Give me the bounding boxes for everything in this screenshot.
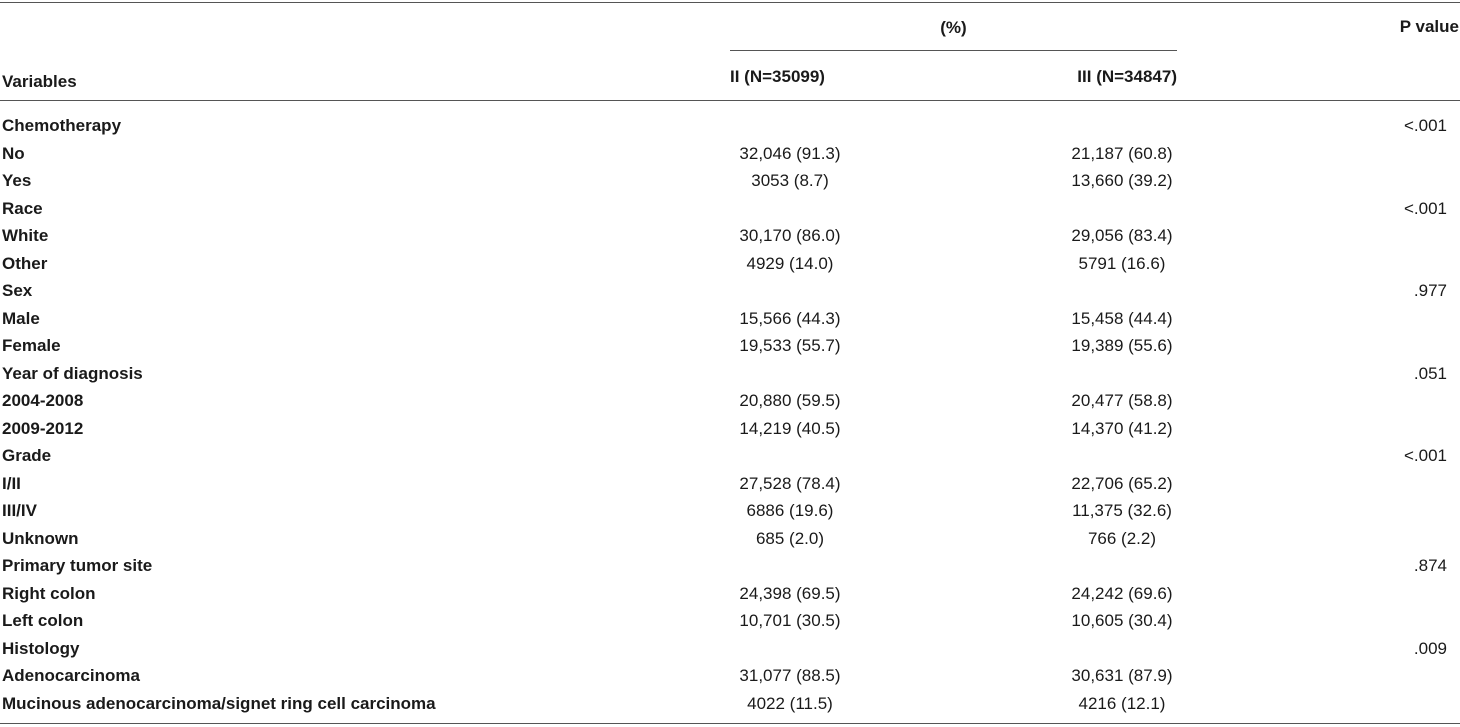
stage-iii-cell: 22,706 (65.2) (1071, 473, 1173, 493)
stage-iii-cell: 19,389 (55.6) (1071, 336, 1173, 355)
stage-ii-cell: 4022 (11.5) (747, 693, 833, 713)
table-row (0, 552, 1460, 580)
stage-ii-cell: 20,880 (59.5) (739, 391, 841, 410)
table-row (0, 222, 1460, 250)
pvalue-cell: .051 (1413, 363, 1447, 383)
pvalue-cell: <.001 (1403, 198, 1447, 218)
table-row (0, 360, 1460, 388)
variable-cell: Other (2, 253, 48, 273)
variable-cell: Yes (2, 171, 32, 190)
stage-ii-cell: 19,533 (55.7) (739, 336, 841, 355)
table-row (0, 497, 1460, 525)
variable-cell: I/II (2, 473, 21, 493)
variable-cell: Year of diagnosis (2, 363, 143, 383)
stage-iii-cell: 15,458 (44.4) (1071, 308, 1173, 328)
variables-header: Variables (2, 72, 77, 91)
stage-iii-cell: 5791 (16.6) (1078, 253, 1166, 273)
variable-cell: White (2, 226, 49, 245)
table-row (0, 442, 1460, 470)
stage-iii-cell: 14,370 (41.2) (1071, 418, 1173, 438)
variable-cell: Race (2, 198, 43, 218)
variable-cell: Male (2, 308, 40, 328)
table-row (0, 525, 1460, 553)
table-row (0, 167, 1460, 195)
table-row (0, 415, 1460, 443)
table-row (0, 662, 1460, 690)
variable-cell: Right colon (2, 583, 96, 603)
stage-ii-header: II (N=35099) (730, 67, 825, 86)
pvalue-cell: .874 (1413, 556, 1447, 575)
pvalue-header: P value (1399, 17, 1459, 36)
table-row (0, 387, 1460, 415)
stage-ii-cell: 15,566 (44.3) (739, 308, 841, 328)
table-row (0, 250, 1460, 278)
variable-cell: Primary tumor site (2, 556, 153, 575)
pvalue-cell: .977 (1413, 281, 1447, 300)
table-bottom-rule (0, 723, 1460, 724)
variable-cell: Left colon (2, 611, 84, 630)
stage-iii-header: III (N=34847) (1077, 67, 1177, 86)
table-row (0, 277, 1460, 305)
pvalue-cell: .009 (1413, 638, 1447, 658)
stage-iii-cell: 24,242 (69.6) (1071, 583, 1173, 603)
table-row (0, 112, 1460, 140)
table-row (0, 305, 1460, 333)
stage-iii-cell: 13,660 (39.2) (1071, 171, 1173, 190)
table-top-rule (0, 2, 1460, 3)
table-row (0, 580, 1460, 608)
table-row (0, 332, 1460, 360)
variable-cell: Grade (2, 446, 52, 465)
table-row (0, 635, 1460, 663)
variable-cell: Female (2, 336, 61, 355)
group-header-rule (730, 50, 1177, 51)
stage-iii-cell: 10,605 (30.4) (1071, 611, 1173, 630)
stage-ii-cell: 14,219 (40.5) (739, 418, 841, 438)
table-row (0, 195, 1460, 223)
stage-iii-cell: 20,477 (58.8) (1071, 391, 1173, 410)
stage-iii-cell: 21,187 (60.8) (1071, 143, 1173, 163)
variable-cell: No (2, 143, 25, 163)
stage-iii-cell: 4216 (12.1) (1078, 693, 1166, 713)
variable-cell: Chemotherapy (2, 116, 122, 135)
stage-ii-cell: 30,170 (86.0) (739, 226, 841, 245)
variable-cell: Mucinous adenocarcinoma/signet ring cell carcinoma (2, 693, 436, 713)
stage-iii-cell: 11,375 (32.6) (1072, 501, 1172, 520)
stage-ii-cell: 24,398 (69.5) (739, 583, 841, 603)
stage-ii-cell: 685 (2.0) (755, 528, 825, 548)
pvalue-cell: <.001 (1403, 446, 1447, 465)
table-row (0, 690, 1460, 718)
stage-ii-cell: 3053 (8.7) (751, 171, 829, 190)
stage-ii-cell: 32,046 (91.3) (739, 143, 841, 163)
stage-ii-cell: 6886 (19.6) (746, 501, 834, 520)
stage-ii-cell: 27,528 (78.4) (739, 473, 841, 493)
pvalue-cell: <.001 (1403, 116, 1447, 135)
stage-ii-cell: 31,077 (88.5) (739, 666, 841, 685)
table-row (0, 140, 1460, 168)
header-rule (0, 100, 1460, 101)
table-row (0, 470, 1460, 498)
variable-cell: Histology (2, 638, 80, 658)
stage-iii-cell: 29,056 (83.4) (1071, 226, 1173, 245)
variable-cell: Sex (2, 281, 33, 300)
variable-cell: Adenocarcinoma (2, 666, 140, 685)
group-header: (%) (940, 18, 967, 37)
table-row (0, 607, 1460, 635)
variable-cell: 2009-2012 (2, 418, 84, 438)
variable-cell: 2004-2008 (2, 391, 84, 410)
table-body (0, 112, 1460, 717)
stage-iii-cell: 766 (2.2) (1087, 528, 1157, 548)
variable-cell: III/IV (2, 501, 37, 520)
stage-iii-cell: 30,631 (87.9) (1071, 666, 1173, 685)
variable-cell: Unknown (2, 528, 79, 548)
stage-ii-cell: 10,701 (30.5) (739, 611, 841, 630)
stage-ii-cell: 4929 (14.0) (746, 253, 834, 273)
